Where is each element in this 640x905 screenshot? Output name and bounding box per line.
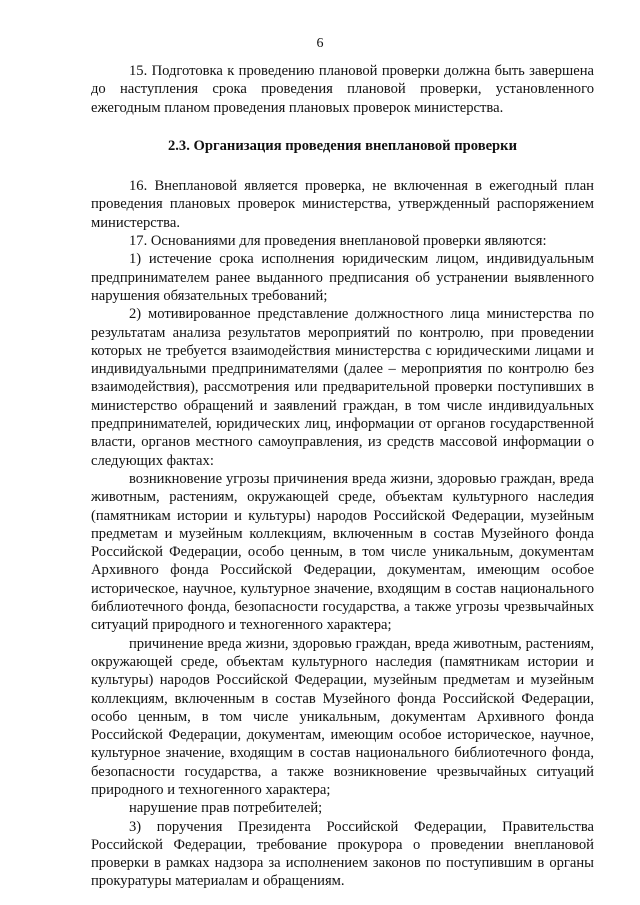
paragraph-16: 16. Внеплановой является проверка, не включенная в ежегодный план проведения плановых проверок министерства, утвержденный распоряжением министерства. — [91, 178, 594, 231]
fact-consumer-paragraph: нарушение прав потребителей; — [129, 800, 323, 817]
paragraph-17: 17. Основаниями для проведения внеплановой проверки являются: — [129, 233, 547, 250]
list-item-2: 2) мотивированное представление должностного лица министерства по результатам анализа результатов мероприятий по контролю, при проведении которых не требуется взаимодействия министерства с юридическими лицами и индивидуальными предпринимателями (далее – мероприятия по контролю без взаимодействия), рассмотрения или предварительной проверки поступивших в министерство обращений и заявлений граждан, в том числе индивидуальных предпринимателей, юридических лиц, информации от органов государственной власти, органов местного самоуправления, из средств массовой информации о следующих фактах: — [91, 306, 594, 469]
page-number: 6 — [316, 36, 324, 51]
section-heading: 2.3. Организация проведения внеплановой проверки — [167, 137, 517, 154]
paragraph-15: 15. Подготовка к проведению плановой проверки должна быть завершена до наступления срока проведения плановой проверки, установленного ежегодным планом проведения плановых проверок министерства. — [91, 63, 594, 116]
list-item-1: 1) истечение срока исполнения юридическим лицом, индивидуальным предпринимателем ранее выданного предписания об устранении выявленного нарушения обязательных требований; — [91, 251, 594, 304]
list-item-3: 3) поручения Президента Российской Федерации, Правительства Российской Федерации, требование прокурора о проведении внеплановой проверки в рамках надзора за исполнением законов по поступившим в органы прокуратуры материалам и обращениям. — [91, 818, 594, 890]
fact-harm-paragraph: причинение вреда жизни, здоровью граждан, вреда животным, растениям, окружающей среде, объектам культурного наследия (памятникам истории и культуры) народов Российской Федерации, музейным предметам и музейным коллекциям, включенным в состав Музейного фонда Российской Федерации, особо ценным, в том числе уникальным, документам Архивного фонда Российской Федерации, документам, имеющим особое историческое, научное, культурное значение, входящим в состав национального библиотечного фонда, безопасности государства, а также возникновение чрезвычайных ситуаций природного и техногенного характера; — [91, 635, 594, 798]
document-body — [91, 62, 594, 891]
fact-threat-paragraph: возникновение угрозы причинения вреда жизни, здоровью граждан, вреда животным, растениям, окружающей среде, объектам культурного наследия (памятникам истории и культуры) народов Российской Федерации, музейным предметам и музейным коллекциям, включенным в состав Музейного фонда Российской Федерации, особо ценным, в том числе уникальным, документам Архивного фонда Российской Федерации, документам, имеющим особое историческое, научное, культурное значение, входящим в состав национального библиотечного фонда, безопасности государства, а также угрозы чрезвычайных ситуаций природного и техногенного характера; — [91, 470, 594, 634]
